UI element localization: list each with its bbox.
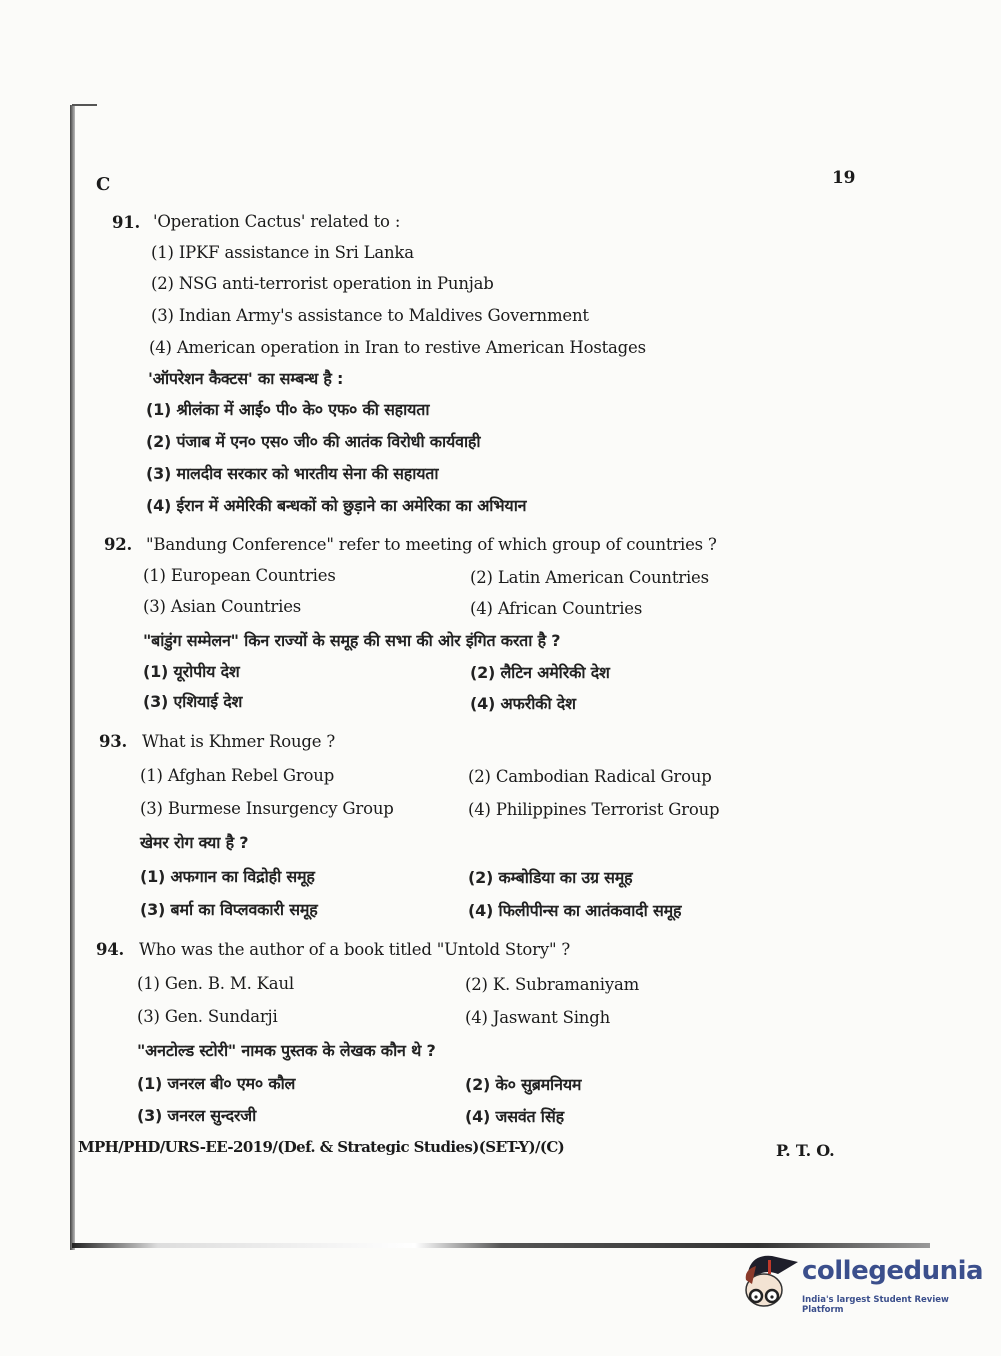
option-hi: (3) एशियाई देश bbox=[143, 692, 243, 711]
question-text-en: What is Khmer Rouge ? bbox=[142, 732, 335, 751]
question-text-hi: 'ऑपरेशन कैक्टस' का सम्बन्ध है : bbox=[148, 369, 344, 388]
option-hi: (2) लैटिन अमेरिकी देश bbox=[470, 663, 610, 682]
option-hi: (4) फिलीपीन्स का आतंकवादी समूह bbox=[468, 901, 682, 920]
option-en: (4) African Countries bbox=[470, 599, 643, 618]
option-hi: (4) जसवंत सिंह bbox=[465, 1107, 564, 1126]
mascot-icon bbox=[742, 1250, 800, 1316]
option-en: (4) American operation in Iran to restive American Hostages bbox=[149, 338, 646, 357]
question-text-hi: खेमर रोग क्या है ? bbox=[140, 833, 249, 852]
option-hi: (1) यूरोपीय देश bbox=[143, 662, 240, 681]
option-en: (3) Burmese Insurgency Group bbox=[140, 799, 394, 818]
option-en: (3) Indian Army's assistance to Maldives Government bbox=[151, 306, 589, 325]
option-hi: (1) श्रीलंका में आई० पी० के० एफ० की सहायता bbox=[146, 400, 430, 419]
option-en: (2) Cambodian Radical Group bbox=[468, 767, 712, 786]
option-en: (2) K. Subramaniyam bbox=[465, 975, 640, 994]
paper-code: MPH/PHD/URS-EE-2019/(Def. & Strategic Studies)(SET-Y)/(C) bbox=[78, 1138, 565, 1156]
question-text-en: Who was the author of a book titled "Untold Story" ? bbox=[139, 940, 571, 959]
collegedunia-logo bbox=[742, 1250, 984, 1320]
option-en: (1) Gen. B. M. Kaul bbox=[137, 974, 294, 993]
scan-edge-left bbox=[70, 105, 75, 1250]
question-number: 92. bbox=[104, 535, 133, 554]
pto-label: P. T. O. bbox=[776, 1141, 835, 1160]
option-hi: (1) अफगान का विद्रोही समूह bbox=[140, 867, 315, 886]
option-hi: (2) कम्बोडिया का उग्र समूह bbox=[468, 868, 633, 887]
question-number: 91. bbox=[112, 213, 141, 232]
option-hi: (3) बर्मा का विप्लवकारी समूह bbox=[140, 900, 318, 919]
option-hi: (2) पंजाब में एन० एस० जी० की आतंक विरोधी कार्यवाही bbox=[146, 432, 481, 451]
option-hi: (2) के० सुब्रमनियम bbox=[465, 1075, 582, 1094]
question-text-hi: "बांडुंग सम्मेलन" किन राज्यों के समूह की सभा की ओर इंगित करता है ? bbox=[143, 631, 561, 650]
option-hi: (4) ईरान में अमेरिकी बन्धकों को छुड़ाने का अमेरिका का अभियान bbox=[146, 496, 527, 515]
option-hi: (3) मालदीव सरकार को भारतीय सेना की सहायता bbox=[146, 464, 439, 483]
option-en: (1) Afghan Rebel Group bbox=[140, 766, 335, 785]
option-hi: (1) जनरल बी० एम० कौल bbox=[137, 1074, 296, 1093]
option-en: (2) NSG anti-terrorist operation in Punjab bbox=[151, 274, 494, 293]
question-number: 94. bbox=[96, 940, 125, 959]
option-en: (2) Latin American Countries bbox=[470, 568, 709, 587]
question-text-hi: "अनटोल्ड स्टोरी" नामक पुस्तक के लेखक कौन थे ? bbox=[137, 1041, 436, 1060]
scan-edge-top bbox=[72, 104, 97, 106]
option-hi: (4) अफरीकी देश bbox=[470, 694, 576, 713]
option-en: (3) Asian Countries bbox=[143, 597, 302, 616]
set-code: C bbox=[96, 174, 111, 195]
option-en: (3) Gen. Sundarji bbox=[137, 1007, 278, 1026]
question-number: 93. bbox=[99, 732, 128, 751]
option-hi: (3) जनरल सुन्दरजी bbox=[137, 1106, 257, 1125]
question-text-en: "Bandung Conference" refer to meeting of which group of countries ? bbox=[146, 535, 717, 554]
scan-edge-bottom bbox=[72, 1243, 930, 1248]
page-number: 19 bbox=[832, 168, 856, 188]
option-en: (4) Philippines Terrorist Group bbox=[468, 800, 720, 819]
option-en: (1) IPKF assistance in Sri Lanka bbox=[151, 243, 414, 262]
question-text-en: 'Operation Cactus' related to : bbox=[153, 212, 401, 231]
logo-wordmark: collegedunia bbox=[802, 1256, 984, 1286]
logo-tagline: India's largest Student Review Platform bbox=[802, 1295, 949, 1315]
option-en: (4) Jaswant Singh bbox=[465, 1008, 610, 1027]
option-en: (1) European Countries bbox=[143, 566, 336, 585]
